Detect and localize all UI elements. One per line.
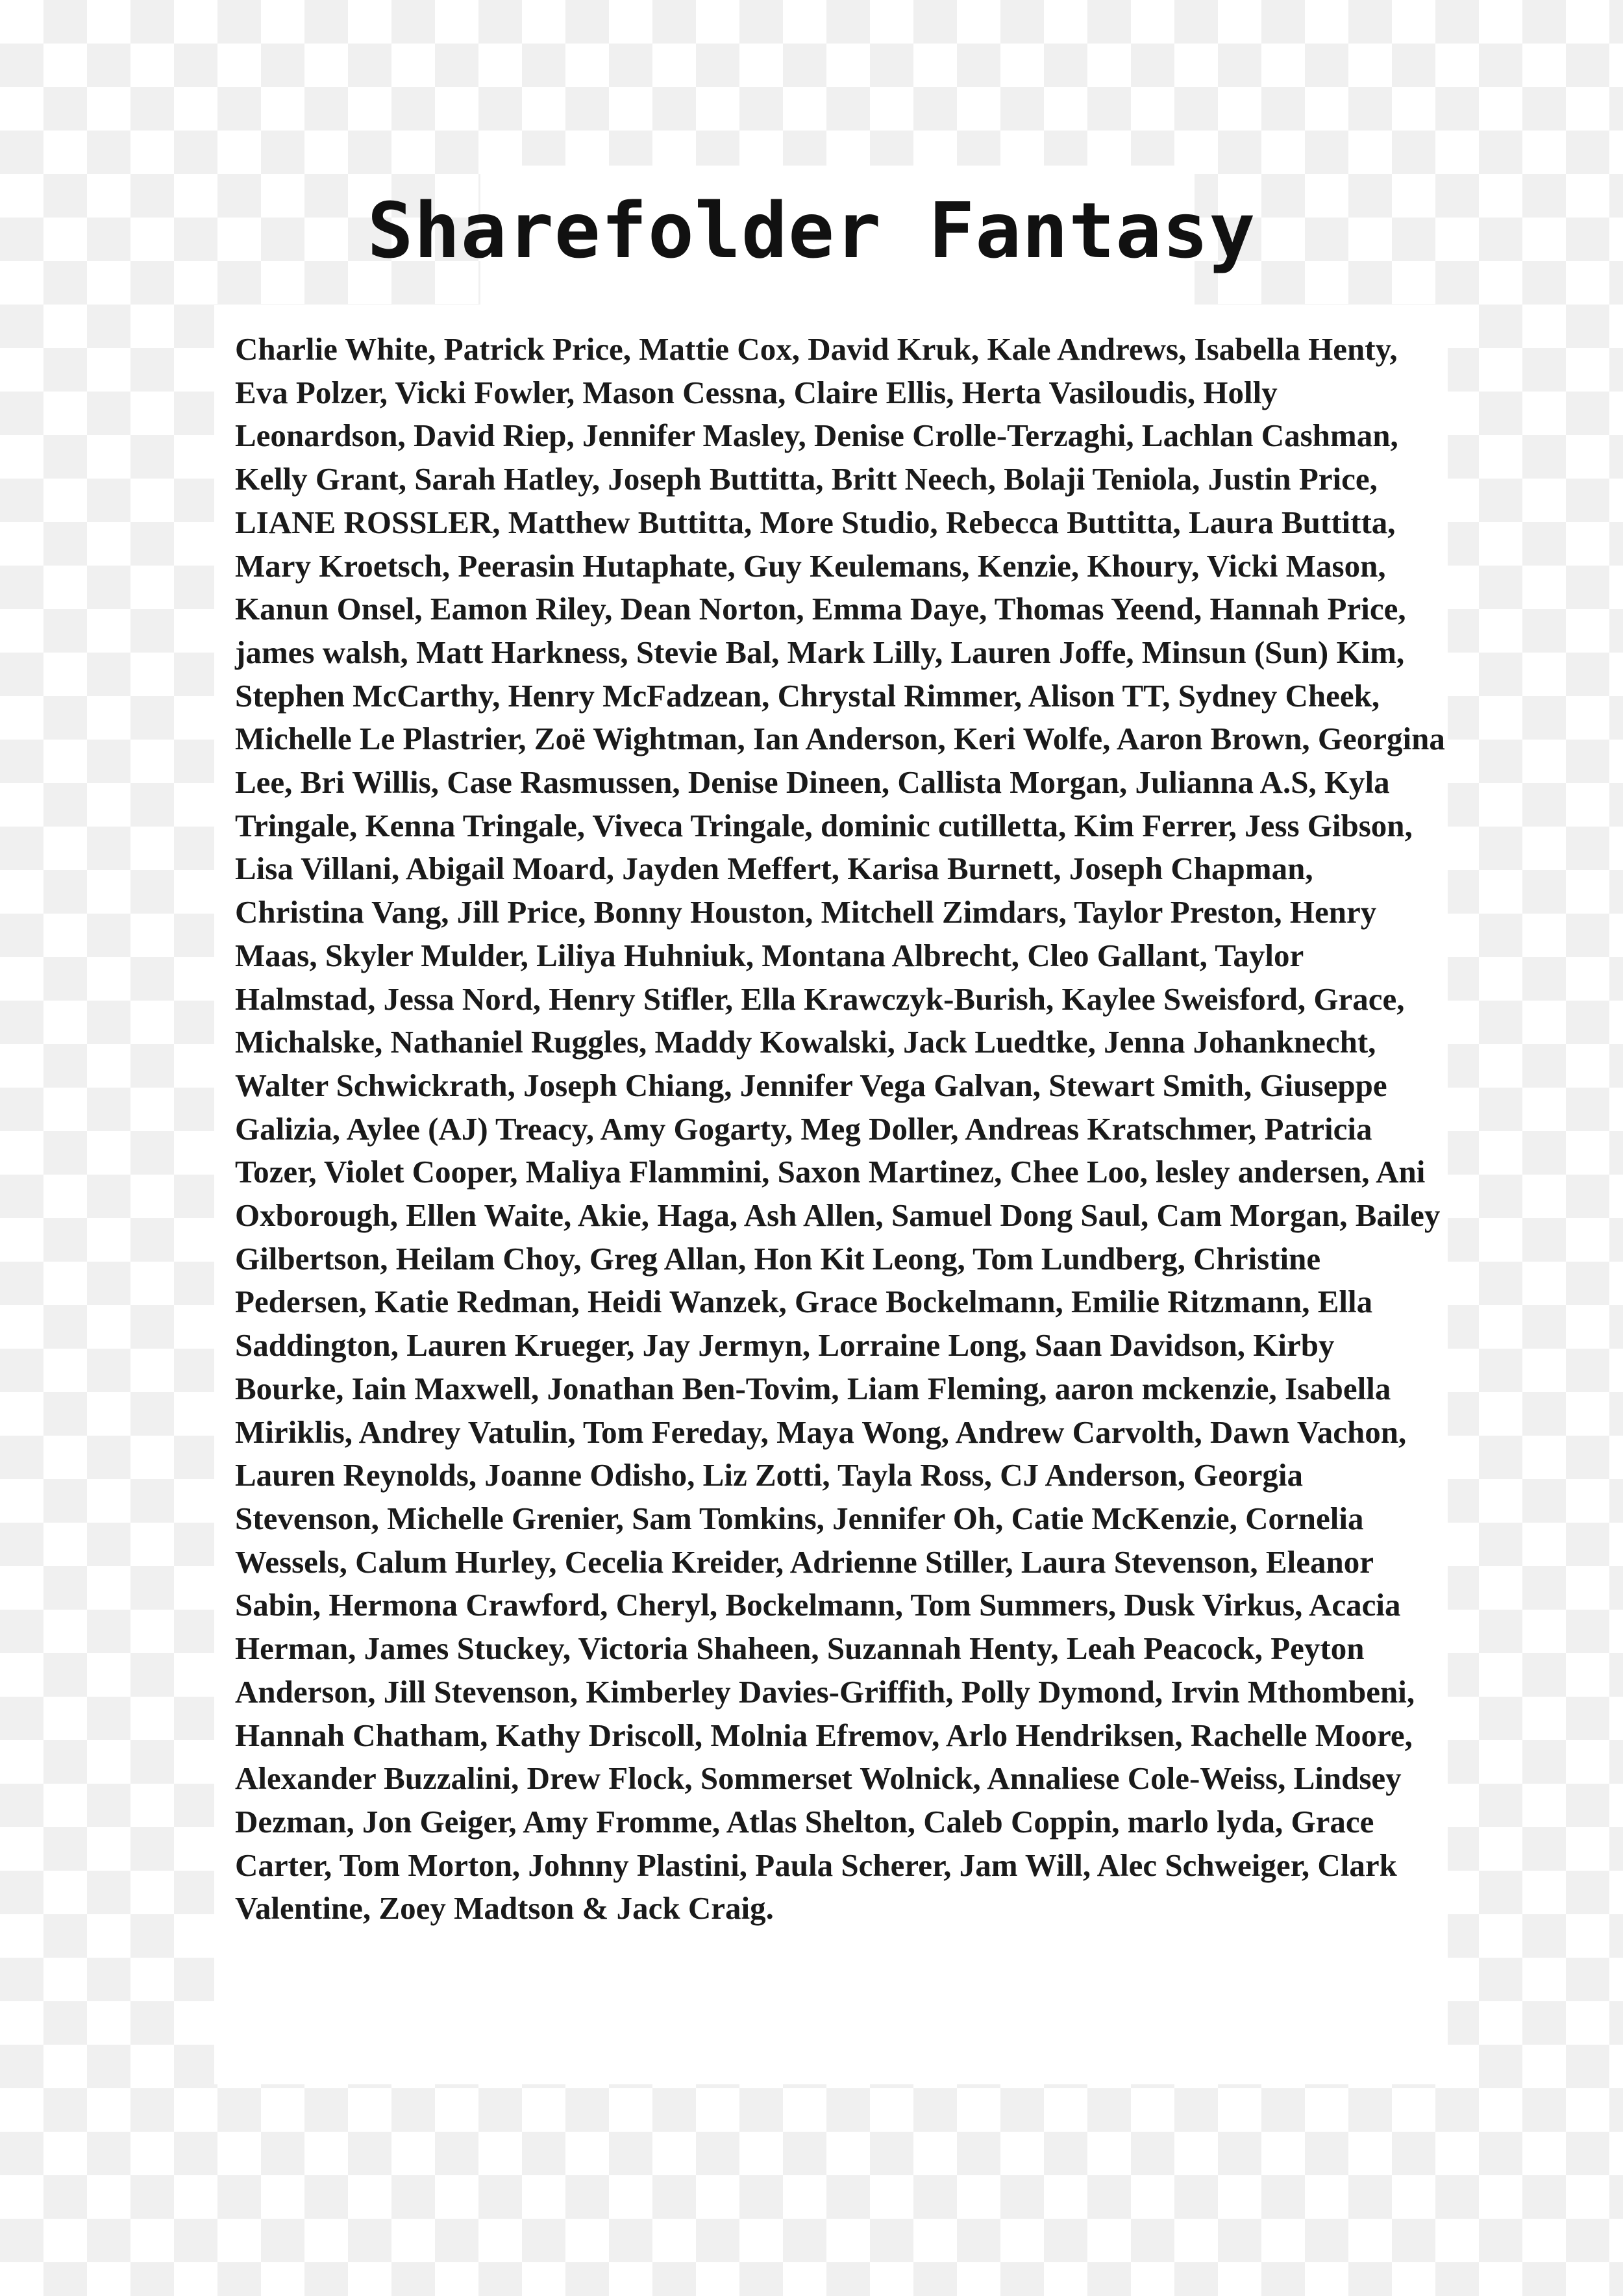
credits-paragraph: Charlie White, Patrick Price, Mattie Cox, David Kruk, Kale Andrews, Isabella Henty, Eva Polzer, Vicki Fowler, Mason Cessna, Claire Ellis, Herta Vasiloudis, Holly Leonardson, David Riep, Jennifer Masley, Denise Crolle-Terzaghi, Lachlan Cashman, Kelly Grant, Sarah Hatley, Joseph Buttitta, Britt Neech, Bolaji Teniola, Justin Price, LIANE ROSSLER, Matthew Buttitta, More Studio, Rebecca Buttitta, Laura Buttitta, Mary Kroetsch, Peerasin Hutaphate, Guy Keulemans, Kenzie, Khoury, Vicki Mason, Kanun Onsel, Eamon Riley, Dean Norton, Emma Daye, Thomas Yeend, Hannah Price, james walsh, Matt Harkness, Stevie Bal, Mark Lilly, Lauren Joffe, Minsun (Sun) Kim, Stephen McCarthy, Henry McFadzean, Chrystal Rimmer, Alison TT, Sydney Cheek, Michelle Le Plastrier, Zoë Wightman, Ian Anderson, Keri Wolfe, Aaron Brown, Georgina Lee, Bri Willis, Case Rasmussen, Denise Dineen, Callista Morgan, Julianna A.S, Kyla Tringale, Kenna Tringale, Viveca Tringale, dominic cutilletta, Kim Ferrer, Jess Gibson, Lisa Villani, Abigail Moard, Jayden Meffert, Karisa Burnett, Joseph Chapman, Christina Vang, Jill Price, Bonny Houston, Mitchell Zimdars, Taylor Preston, Henry Maas, Skyler Mulder, Liliya Huhniuk, Montana Albrecht, Cleo Gallant, Taylor Halmstad, Jessa Nord, Henry Stifler, Ella Krawczyk-Burish, Kaylee Sweisford, Grace, Michalske, Nathaniel Ruggles, Maddy Kowalski, Jack Luedtke, Jenna Johanknecht, Walter Schwickrath, Joseph Chiang, Jennifer Vega Galvan, Stewart Smith, Giuseppe Galizia, Aylee (AJ) Treacy, Amy Gogarty, Meg Doller, Andreas Kratschmer, Patricia Tozer, Violet Cooper, Maliya Flammini, Saxon Martinez, Chee Loo, lesley andersen, Ani Oxborough, Ellen Waite, Akie, Haga, Ash Allen, Samuel Dong Saul, Cam Morgan, Bailey Gilbertson, Heilam Choy, Greg Allan, Hon Kit Leong, Tom Lundberg, Christine Pedersen, Katie Redman, Heidi Wanzek, Grace Bockelmann, Emilie Ritzmann, Ella Saddington, Lauren Krueger, Jay Jermyn, Lorraine Long, Saan Davidson, Kirby Bourke, Iain Maxwell, Jonathan Ben-Tovim, Liam Fleming, aaron mckenzie, Isabella Miriklis, Andrey Vatulin, Tom Fereday, Maya Wong, Andrew Carvolth, Dawn Vachon, Lauren Reynolds, Joanne Odisho, Liz Zotti, Tayla Ross, CJ Anderson, Georgia Stevenson, Michelle Grenier, Sam Tomkins, Jennifer Oh, Catie McKenzie, Cornelia Wessels, Calum Hurley, Cecelia Kreider, Adrienne Stiller, Laura Stevenson, Eleanor Sabin, Hermona Crawford, Cheryl, Bockelmann, Tom Summers, Dusk Virkus, Acacia Herman, James Stuckey, Victoria Shaheen, Suzannah Henty, Leah Peacock, Peyton Anderson, Jill Stevenson, Kimberley Davies-Griffith, Polly Dymond, Irvin Mthombeni, Hannah Chatham, Kathy Driscoll, Molnia Efremov, Arlo Hendriksen, Rachelle Moore, Alexander Buzzalini, Drew Flock, Sommerset Wolnick, Annaliese Cole-Weiss, Lindsey Dezman, Jon Geiger, Amy Fromme, Atlas Shelton, Caleb Coppin, marlo lyda, Grace Carter, Tom Morton, Johnny Plastini, Paula Scherer, Jam Will, Alec Schweiger, Clark Valentine, Zoey Madtson & Jack Craig. xyxy=(235,331,1445,1927)
page-title: Sharefolder Fantasy xyxy=(367,186,1256,275)
